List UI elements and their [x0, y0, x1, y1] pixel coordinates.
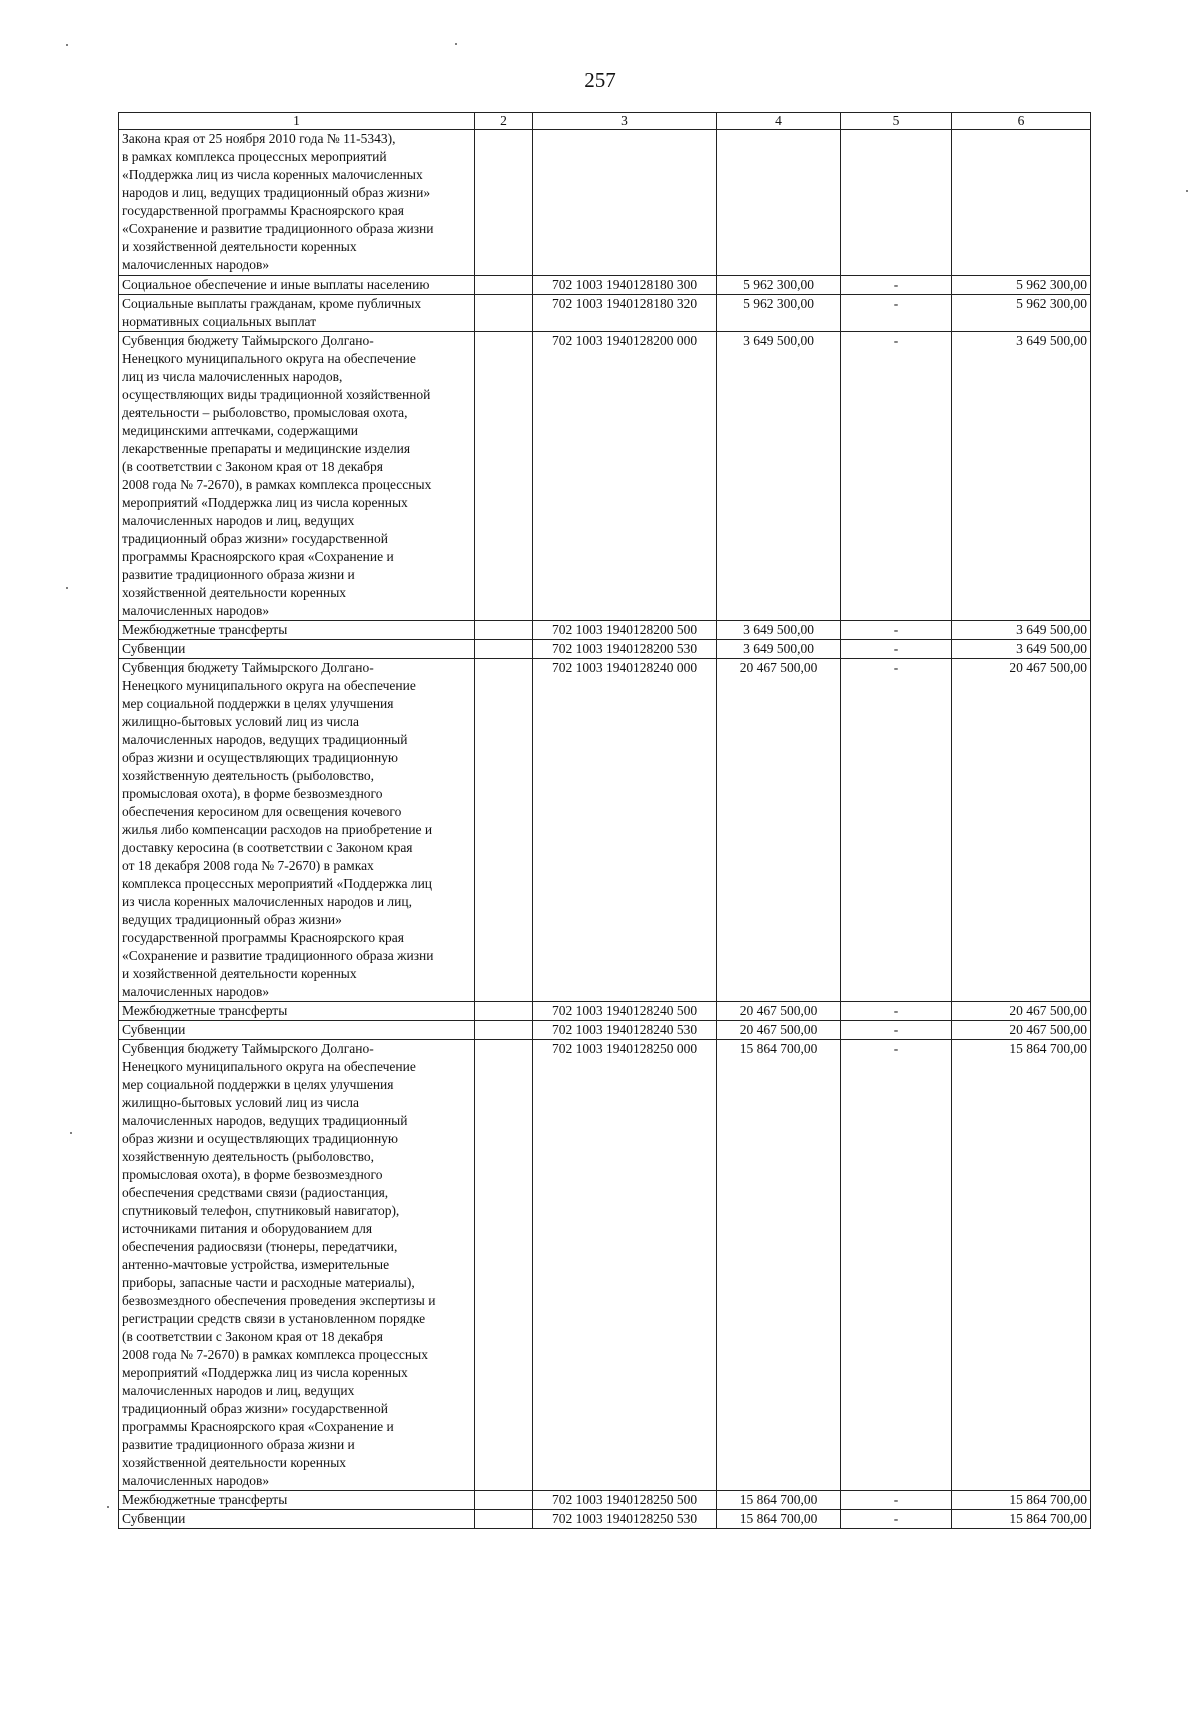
row-amount: 20 467 500,00	[717, 1021, 841, 1040]
table-row	[119, 621, 1091, 640]
row-name: Субвенции	[119, 1021, 475, 1040]
row-amount: 15 864 700,00	[717, 1040, 841, 1491]
row-total: 15 864 700,00	[952, 1491, 1091, 1510]
row-code: 702 1003 1940128200 000	[533, 332, 717, 621]
row-col5: -	[841, 621, 952, 640]
row-col2	[475, 640, 533, 659]
row-col2	[475, 1491, 533, 1510]
row-name: Межбюджетные трансферты	[119, 1491, 475, 1510]
row-col2	[475, 621, 533, 640]
row-name: Субвенция бюджету Таймырского Долгано- Ненецкого муниципального округа на обеспечение мер социальной поддержки в целях улучшения жилищно-бытовых условий лиц из числа малочисленных народов, ведущих традиционный образ жизни и осуществляющих традиционную хозяйственную деятельность (рыболовство, промысловая охота), в форме безвозмездного обеспечения средствами связи (радиостанция, спутниковый телефон, спутниковый навигатор), источниками питания и оборудованием для обеспечения радиосвязи (тюнеры, передатчики, антенно-мачтовые устройства, измерительные приборы, запасные части и расходные материалы), безвозмездного обеспечения проведения экспертизы и регистрации средств связи в установленном порядке (в соответствии с Законом края от 18 декабря 2008 года № 7-2670) в рамках комплекса процессных мероприятий «Поддержка лиц из числа коренных малочисленных народов и лиц, ведущих традиционный образ жизни» государственной программы Красноярского края «Сохранение и развитие традиционного образа жизни и хозяйственной деятельности коренных малочисленных народов»	[119, 1040, 475, 1491]
row-col5: -	[841, 1021, 952, 1040]
table-header-row	[119, 113, 1091, 130]
row-amount: 20 467 500,00	[717, 1002, 841, 1021]
row-amount: 5 962 300,00	[717, 276, 841, 295]
row-total: 3 649 500,00	[952, 640, 1091, 659]
row-col5	[841, 130, 952, 276]
row-name: Субвенция бюджету Таймырского Долгано- Ненецкого муниципального округа на обеспечение мер социальной поддержки в целях улучшения жилищно-бытовых условий лиц из числа малочисленных народов, ведущих традиционный образ жизни и осуществляющих традиционную хозяйственную деятельность (рыболовство, промысловая охота), в форме безвозмездного обеспечения керосином для освещения кочевого жилья либо компенсации расходов на приобретение и доставку керосина (в соответствии с Законом края от 18 декабря 2008 года № 7-2670) в рамках комплекса процессных мероприятий «Поддержка лиц из числа коренных малочисленных народов и лиц, ведущих традиционный образ жизни» государственной программы Красноярского края «Сохранение и развитие традиционного образа жизни и хозяйственной деятельности коренных малочисленных народов»	[119, 659, 475, 1002]
row-col5: -	[841, 1040, 952, 1491]
row-total: 20 467 500,00	[952, 659, 1091, 1002]
header-col-2: 2	[475, 113, 533, 130]
table-row	[119, 640, 1091, 659]
row-total: 15 864 700,00	[952, 1510, 1091, 1529]
row-code	[533, 130, 717, 276]
scan-speck	[1186, 190, 1188, 192]
row-col5: -	[841, 659, 952, 1002]
header-col-4: 4	[717, 113, 841, 130]
row-col2	[475, 1021, 533, 1040]
scan-speck	[70, 1132, 72, 1134]
row-col2	[475, 659, 533, 1002]
row-col2	[475, 276, 533, 295]
row-name: Социальное обеспечение и иные выплаты населению	[119, 276, 475, 295]
row-code: 702 1003 1940128240 530	[533, 1021, 717, 1040]
row-name: Субвенции	[119, 640, 475, 659]
scan-speck	[455, 43, 457, 45]
row-amount: 3 649 500,00	[717, 640, 841, 659]
row-total: 3 649 500,00	[952, 332, 1091, 621]
header-col-1: 1	[119, 113, 475, 130]
row-amount: 15 864 700,00	[717, 1491, 841, 1510]
row-col5: -	[841, 640, 952, 659]
budget-table	[118, 112, 1091, 1529]
row-code: 702 1003 1940128250 000	[533, 1040, 717, 1491]
row-col2	[475, 130, 533, 276]
row-col5: -	[841, 1510, 952, 1529]
row-amount: 3 649 500,00	[717, 332, 841, 621]
row-col2	[475, 1002, 533, 1021]
table-row	[119, 1040, 1091, 1491]
header-col-5: 5	[841, 113, 952, 130]
scan-speck	[66, 587, 68, 589]
row-col5: -	[841, 276, 952, 295]
row-code: 702 1003 1940128240 000	[533, 659, 717, 1002]
row-total: 5 962 300,00	[952, 295, 1091, 332]
row-amount: 20 467 500,00	[717, 659, 841, 1002]
row-amount: 5 962 300,00	[717, 295, 841, 332]
header-col-3: 3	[533, 113, 717, 130]
row-col5: -	[841, 1491, 952, 1510]
row-code: 702 1003 1940128200 530	[533, 640, 717, 659]
table-row	[119, 659, 1091, 1002]
row-code: 702 1003 1940128200 500	[533, 621, 717, 640]
table-row	[119, 332, 1091, 621]
row-total: 20 467 500,00	[952, 1021, 1091, 1040]
table-row	[119, 1021, 1091, 1040]
row-amount: 3 649 500,00	[717, 621, 841, 640]
row-col5: -	[841, 332, 952, 621]
row-total: 20 467 500,00	[952, 1002, 1091, 1021]
row-total	[952, 130, 1091, 276]
row-col2	[475, 332, 533, 621]
row-col5: -	[841, 295, 952, 332]
table-row	[119, 276, 1091, 295]
row-name: Социальные выплаты гражданам, кроме публичных нормативных социальных выплат	[119, 295, 475, 332]
page-number: 257	[584, 68, 616, 92]
row-code: 702 1003 1940128250 530	[533, 1510, 717, 1529]
row-code: 702 1003 1940128240 500	[533, 1002, 717, 1021]
row-name: Межбюджетные трансферты	[119, 1002, 475, 1021]
table-row	[119, 1491, 1091, 1510]
row-col2	[475, 1040, 533, 1491]
header-col-6: 6	[952, 113, 1091, 130]
row-name: Закона края от 25 ноября 2010 года № 11-5343), в рамках комплекса процессных мероприятий «Поддержка лиц из числа коренных малочисленных народов и лиц, ведущих традиционный образ жизни» государственной программы Красноярского края «Сохранение и развитие традиционного образа жизни и хозяйственной деятельности коренных малочисленных народов»	[119, 130, 475, 276]
row-total: 15 864 700,00	[952, 1040, 1091, 1491]
table-row	[119, 130, 1091, 276]
scan-speck	[107, 1506, 109, 1508]
row-col2	[475, 1510, 533, 1529]
table-row	[119, 1002, 1091, 1021]
row-name: Субвенция бюджету Таймырского Долгано- Ненецкого муниципального округа на обеспечение лиц из числа малочисленных народов, осуществляющих виды традиционной хозяйственной деятельности – рыболовство, промысловая охота, медицинскими аптечками, содержащими лекарственные препараты и медицинские изделия (в соответствии с Законом края от 18 декабря 2008 года № 7-2670), в рамках комплекса процессных мероприятий «Поддержка лиц из числа коренных малочисленных народов и лиц, ведущих традиционный образ жизни» государственной программы Красноярского края «Сохранение и развитие традиционного образа жизни и хозяйственной деятельности коренных малочисленных народов»	[119, 332, 475, 621]
row-total: 3 649 500,00	[952, 621, 1091, 640]
row-amount	[717, 130, 841, 276]
row-total: 5 962 300,00	[952, 276, 1091, 295]
table-row	[119, 295, 1091, 332]
row-name: Субвенции	[119, 1510, 475, 1529]
row-amount: 15 864 700,00	[717, 1510, 841, 1529]
row-code: 702 1003 1940128250 500	[533, 1491, 717, 1510]
table-row	[119, 1510, 1091, 1529]
row-col2	[475, 295, 533, 332]
scan-speck	[66, 44, 68, 46]
row-code: 702 1003 1940128180 300	[533, 276, 717, 295]
row-name: Межбюджетные трансферты	[119, 621, 475, 640]
row-code: 702 1003 1940128180 320	[533, 295, 717, 332]
row-col5: -	[841, 1002, 952, 1021]
